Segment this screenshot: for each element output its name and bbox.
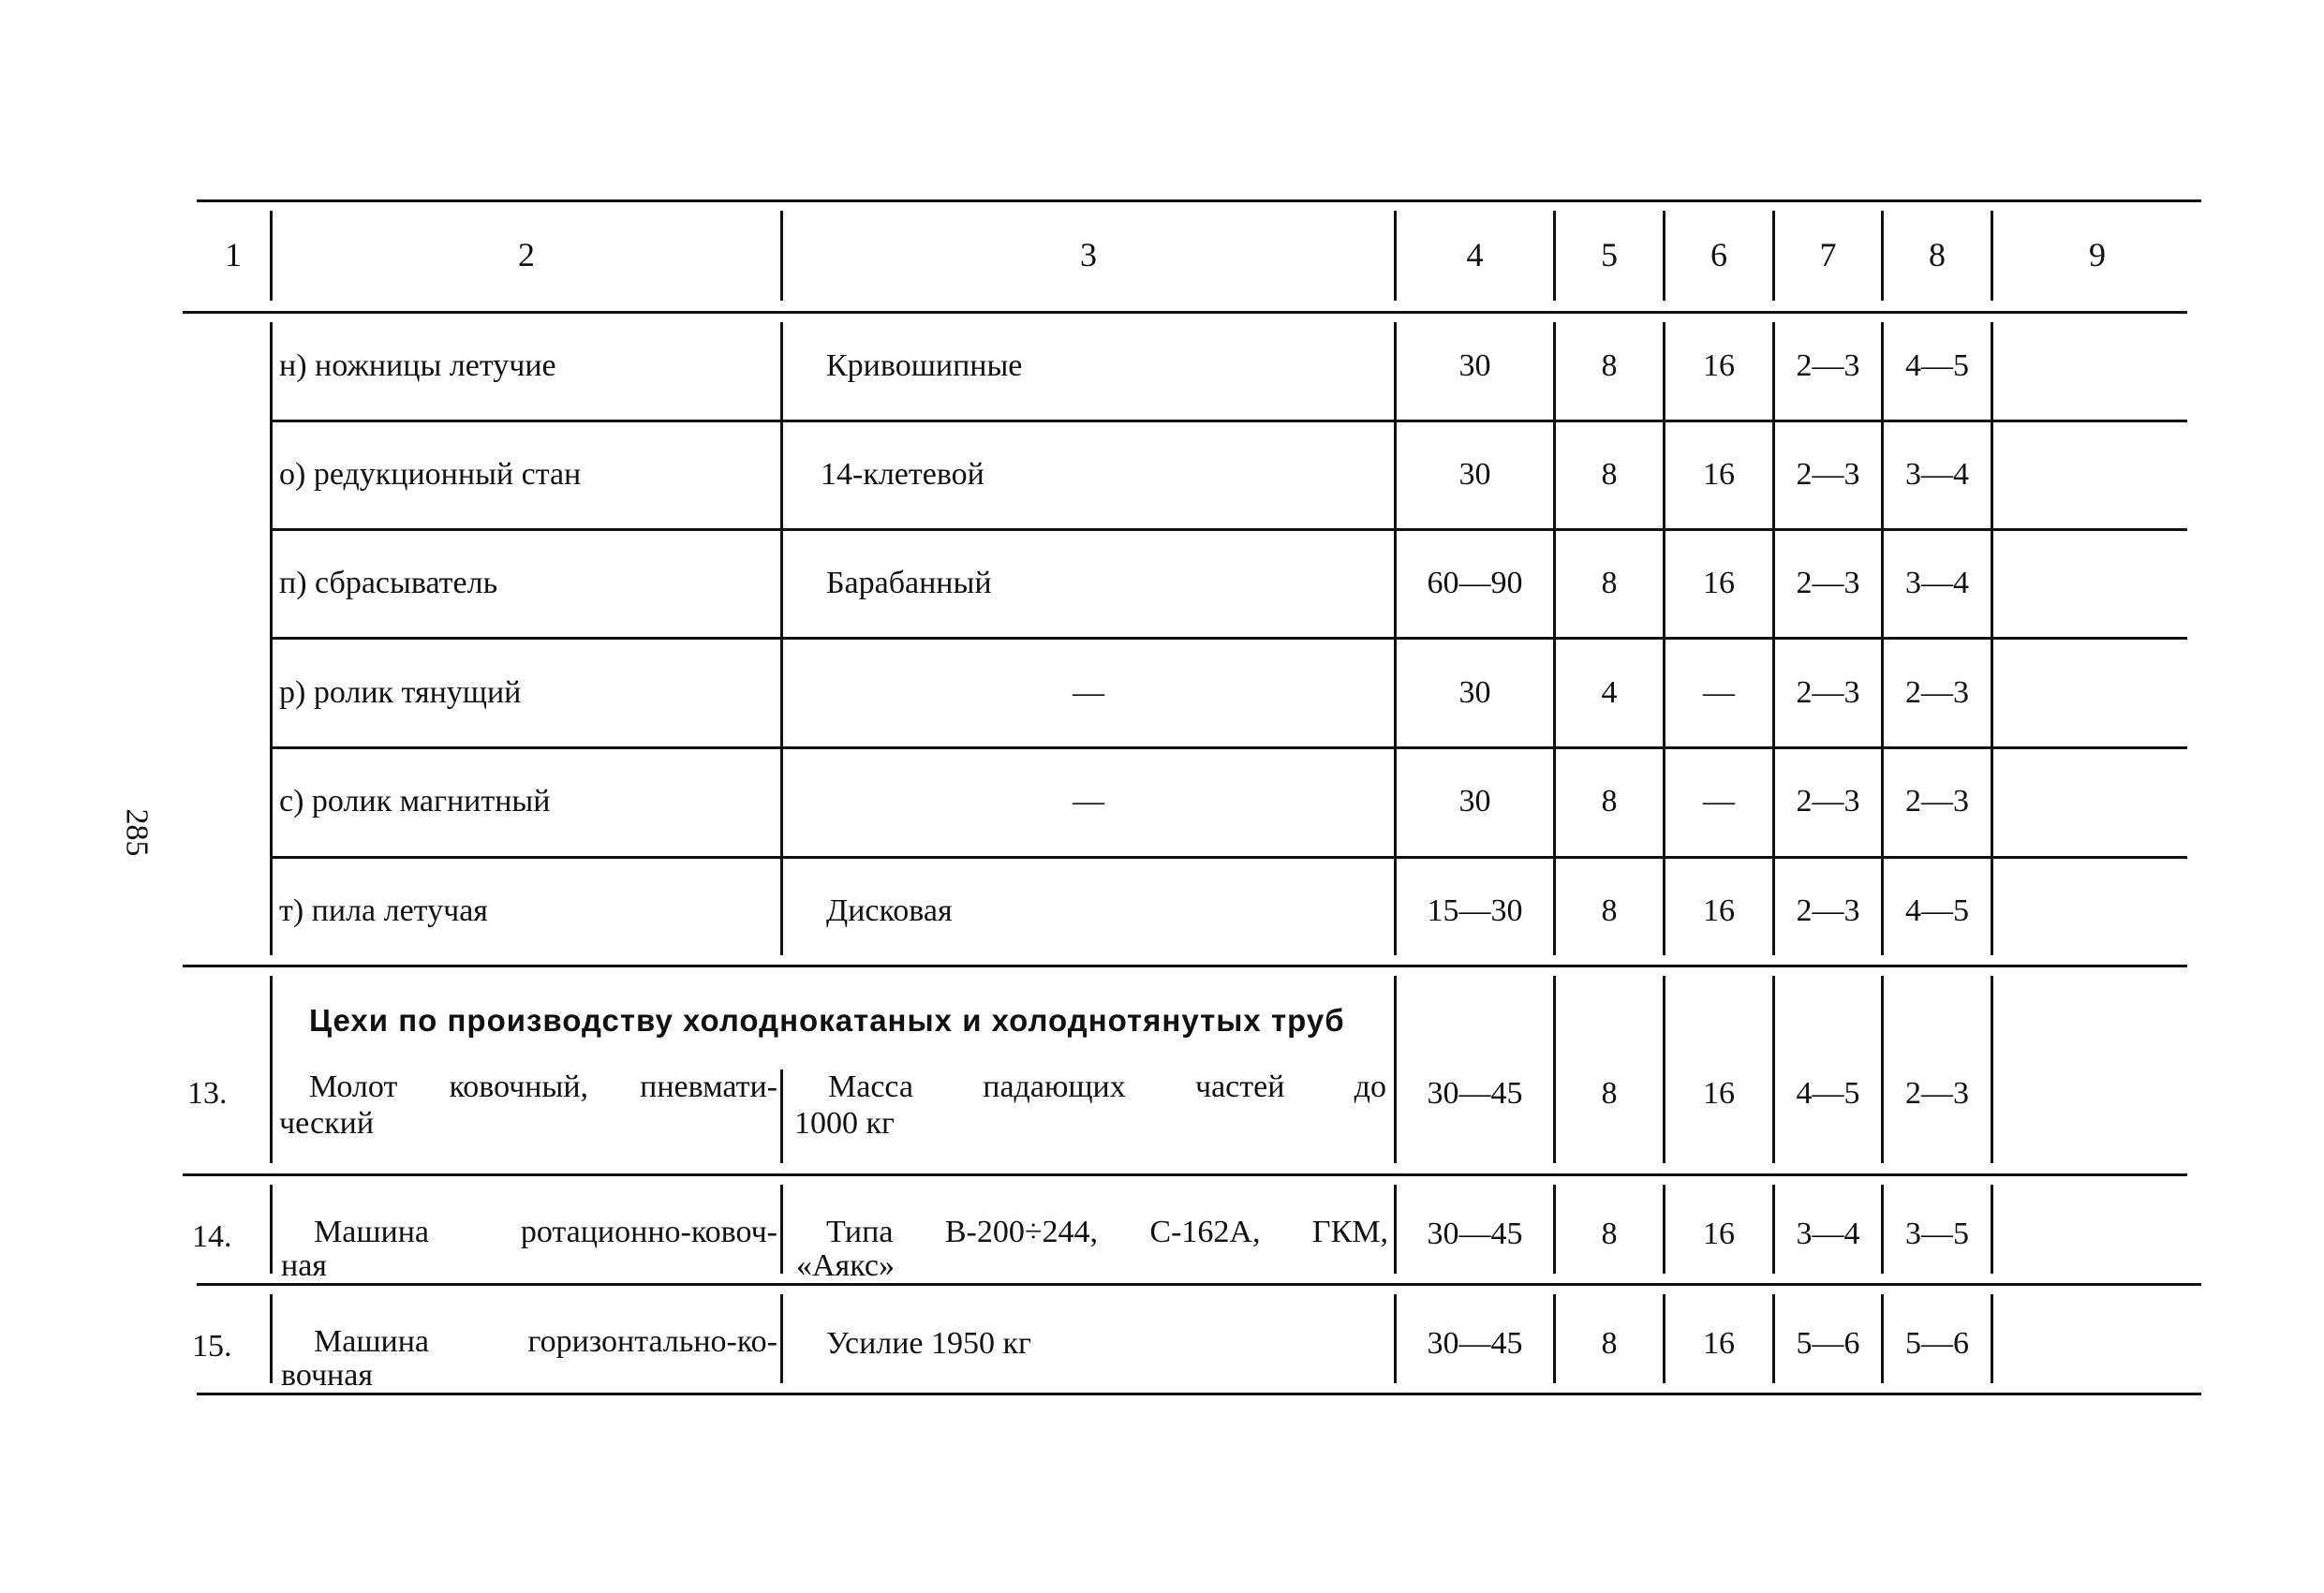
col-divider (1991, 322, 1993, 955)
equipment-name-line2: вочная (281, 1358, 373, 1393)
section-title: Цехи по производству холоднокатаных и холоднотянутых труб (309, 1003, 1345, 1038)
cell-col5: 8 (1601, 893, 1618, 928)
equipment-type-line1 (828, 1070, 1386, 1104)
header-cell: 2 (518, 236, 535, 273)
cell-col5: 8 (1601, 1076, 1618, 1111)
equipment-type: — (1073, 784, 1104, 819)
cell-col7: 2—3 (1796, 457, 1860, 492)
word: Машина (314, 1324, 429, 1359)
word: Типа (826, 1215, 894, 1249)
cell-col4: 30 (1458, 784, 1491, 819)
word: ковочный, (449, 1069, 589, 1104)
col-divider (1772, 976, 1775, 1163)
col-divider (1663, 976, 1665, 1163)
cell-col7: 5—6 (1796, 1326, 1860, 1361)
col-divider (1991, 976, 1993, 1163)
word: Машина (314, 1215, 429, 1249)
cell-col5: 8 (1601, 348, 1618, 383)
cell-col8: 3—4 (1905, 566, 1969, 600)
header-cell: 5 (1601, 236, 1618, 273)
equipment-name-line1 (309, 1070, 777, 1104)
cell-col7: 4—5 (1796, 1076, 1860, 1111)
cell-col7: 2—3 (1796, 893, 1860, 928)
row-rule (197, 1283, 2201, 1286)
cell-col4: 15—30 (1427, 893, 1523, 928)
table-bottom-rule (197, 1393, 2201, 1395)
equipment-name: п) сбрасыватель (279, 566, 498, 600)
section-rule (183, 965, 2187, 967)
equipment-type: Дисковая (826, 893, 953, 928)
cell-col6: 16 (1703, 457, 1735, 492)
row-rule (272, 637, 2187, 640)
cell-col5: 8 (1601, 457, 1618, 492)
col-divider (1394, 322, 1397, 955)
word: падающих (983, 1069, 1126, 1104)
cell-col7: 2—3 (1796, 566, 1860, 600)
cell-col6: 16 (1703, 1076, 1735, 1111)
cell-col6: 16 (1703, 566, 1735, 600)
cell-col5: 8 (1601, 784, 1618, 819)
equipment-type-line2: 1000 кг (794, 1106, 895, 1141)
cell-col4: 30 (1458, 348, 1491, 383)
equipment-type-line1: Усилие 1950 кг (826, 1326, 1031, 1361)
word: ротационно-ковоч- (520, 1215, 777, 1249)
row-rule (272, 746, 2187, 749)
word: В-200÷244, (944, 1215, 1098, 1249)
cell-col8: 4—5 (1905, 893, 1969, 928)
col-divider (270, 322, 273, 955)
row-number: 14. (192, 1219, 232, 1254)
equipment-type: Барабанный (826, 566, 992, 600)
word: частей (1194, 1069, 1285, 1104)
equipment-name-line1 (314, 1325, 777, 1359)
equipment-type: Кривошипные (826, 348, 1023, 383)
col-divider (780, 1185, 783, 1274)
equipment-name-line1 (314, 1216, 777, 1249)
cell-col4: 60—90 (1427, 566, 1523, 600)
row-rule (272, 420, 2187, 422)
col-divider (1772, 322, 1775, 955)
col-divider (780, 1294, 783, 1383)
cell-col4: 30—45 (1427, 1326, 1523, 1361)
cell-col7: 2—3 (1796, 784, 1860, 819)
cell-col4: 30—45 (1427, 1217, 1523, 1251)
cell-col5: 8 (1601, 1326, 1618, 1361)
cell-col7: 2—3 (1796, 675, 1860, 710)
col-divider (1553, 322, 1556, 955)
col-divider (1553, 976, 1556, 1163)
word: ГКМ, (1311, 1215, 1388, 1249)
equipment-type: 14-клетевой (821, 457, 984, 492)
cell-col6: 16 (1703, 348, 1735, 383)
equipment-name: н) ножницы летучие (279, 348, 556, 383)
equipment-name: с) ролик магнитный (279, 784, 551, 819)
word: до (1354, 1069, 1386, 1104)
cell-col8: 3—5 (1905, 1217, 1969, 1251)
header-bottom-rule (183, 311, 2187, 314)
word: пневмати- (640, 1069, 777, 1104)
page-number: 285 (119, 808, 155, 857)
row-rule (272, 528, 2187, 531)
col-divider (1991, 1294, 1993, 1383)
col-divider (1991, 1185, 1993, 1274)
col-divider (1881, 322, 1884, 955)
table-top-rule (197, 199, 2201, 202)
cell-col6: 16 (1703, 1326, 1735, 1361)
col-divider (780, 322, 783, 955)
cell-col8: 5—6 (1905, 1326, 1969, 1361)
cell-col6: — (1703, 784, 1735, 819)
header-cell: 4 (1466, 236, 1484, 273)
col-divider (1663, 322, 1665, 955)
col-divider (1394, 976, 1397, 1163)
cell-col7: 3—4 (1796, 1217, 1860, 1251)
word: горизонтально-ко- (527, 1324, 777, 1359)
cell-col5: 4 (1601, 675, 1618, 710)
equipment-name-line2: ная (281, 1248, 327, 1283)
cell-col4: 30—45 (1427, 1076, 1523, 1111)
cell-col6: — (1703, 675, 1735, 710)
col-divider (270, 976, 273, 1163)
cell-col4: 30 (1458, 457, 1491, 492)
cell-col8: 2—3 (1905, 1076, 1969, 1111)
header-cell: 7 (1819, 236, 1837, 273)
equipment-name: т) пила летучая (279, 893, 488, 928)
col-divider (1881, 976, 1884, 1163)
word: С-162А, (1149, 1215, 1261, 1249)
equipment-name-line2: ческий (279, 1106, 375, 1141)
cell-col8: 2—3 (1905, 675, 1969, 710)
cell-col5: 8 (1601, 566, 1618, 600)
col-divider (270, 1185, 273, 1274)
row-number: 15. (192, 1329, 232, 1364)
cell-col6: 16 (1703, 893, 1735, 928)
equipment-type: — (1073, 675, 1104, 710)
header-cell: 6 (1710, 236, 1727, 273)
col-divider (270, 1294, 273, 1383)
row-rule (183, 1173, 2187, 1176)
word: Молот (309, 1069, 398, 1104)
cell-col5: 8 (1601, 1217, 1618, 1251)
cell-col7: 2—3 (1796, 348, 1860, 383)
header-cell: 3 (1080, 236, 1097, 273)
header-cell: 1 (225, 236, 242, 273)
cell-col8: 3—4 (1905, 457, 1969, 492)
equipment-name: р) ролик тянущий (279, 675, 522, 710)
equipment-type-line1 (826, 1216, 1388, 1249)
cell-col8: 2—3 (1905, 784, 1969, 819)
cell-col8: 4—5 (1905, 348, 1969, 383)
equipment-name: о) редукционный стан (279, 457, 582, 492)
row-number: 13. (187, 1076, 228, 1111)
cell-col6: 16 (1703, 1217, 1735, 1251)
header-cell: 8 (1929, 236, 1946, 273)
cell-col4: 30 (1458, 675, 1491, 710)
word: Масса (828, 1069, 914, 1104)
equipment-type-line2: «Аякс» (796, 1248, 895, 1283)
header-cell: 9 (2089, 236, 2106, 273)
row-rule (272, 856, 2187, 859)
col-divider (780, 1069, 783, 1163)
